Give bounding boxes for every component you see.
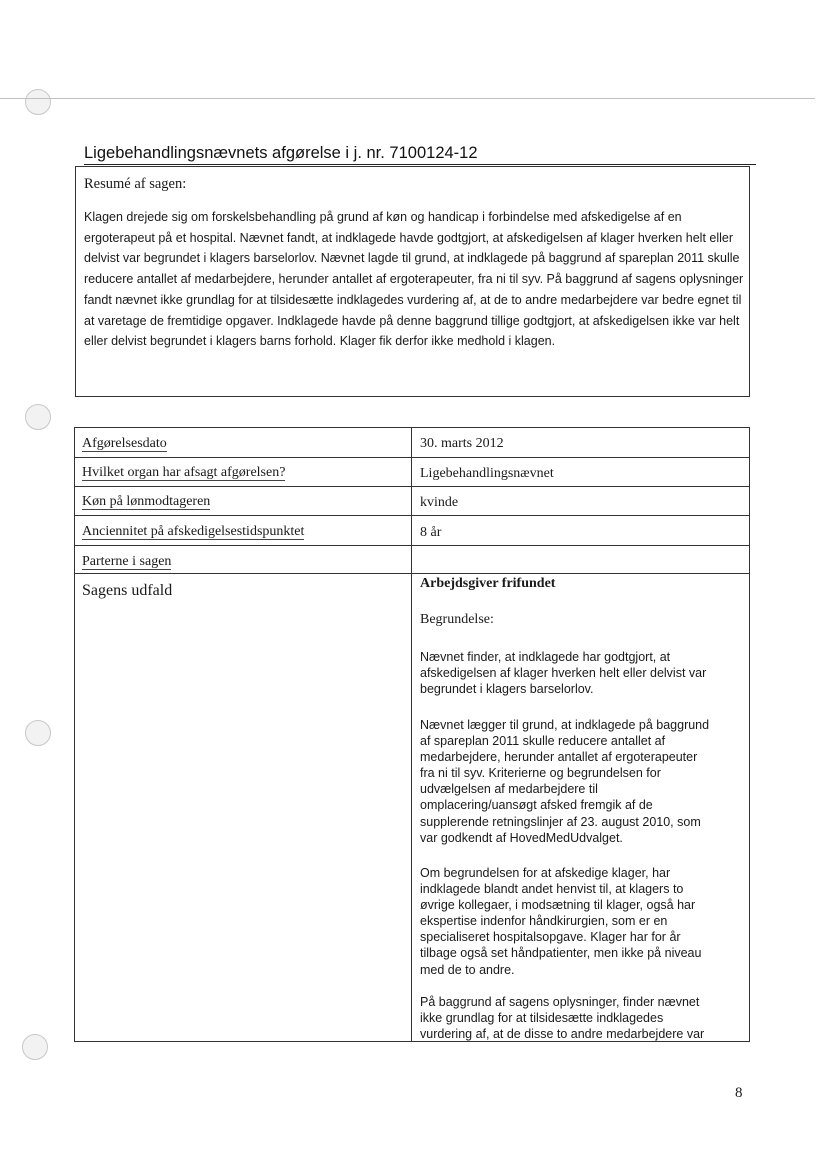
table-row xyxy=(75,458,749,487)
fact-label: Anciennitet på afskedigelsestidspunktet xyxy=(82,524,305,539)
fact-value: Ligebehandlingsnævnet xyxy=(420,466,554,481)
fact-label: Parterne i sagen xyxy=(82,554,172,569)
fact-value: 30. marts 2012 xyxy=(420,436,504,451)
outcome-label: Sagens udfald xyxy=(82,582,173,599)
table-row xyxy=(75,487,749,516)
reasoning-label: Begrundelse: xyxy=(420,612,494,627)
fact-label: Afgørelsesdato xyxy=(82,436,167,451)
fact-label: Hvilket organ har afsagt afgørelsen? xyxy=(82,465,286,480)
punch-hole-4 xyxy=(22,1034,48,1060)
table-row xyxy=(75,428,749,458)
resume-text: Klagen drejede sig om forskelsbehandling på grund af køn og handicap i forbindelse med afskedigelse af en ergoterapeut på et hospital. Nævnet fandt, at indklagede havde godtgjort, at afskedigelsen af klager hverken helt eller delvist var begrundet i klagers barselorlov. Nævnet lagde til grund, at indklagede på baggrund af spareplan 2011 skulle reducere antallet af medarbejdere, herunder antallet af ergoterapeuter, fra ni til syv. På baggrund af sagens oplysninger fandt nævnet ikke grundlag for at tilsidesætte indklagedes vurdering af, at de to andre medarbejdere var bedre egnet til at varetage de fremtidige opgaver. Indklagede havde på denne baggrund tillige godtgjort, at afskedigelsen ikke var helt eller delvist begrundet i klagers barns forhold. Klager fik derfor ikke medhold i klagen. xyxy=(84,210,744,349)
fact-label: Køn på lønmodtageren xyxy=(82,494,211,509)
punch-hole-3 xyxy=(25,720,51,746)
reasoning-paragraph: Om begrundelsen for at afskedige klager, har indklagede blandt andet henvist til, at klagers to øvrige kollegaer, i modsætning til klager, også har ekspertise indenfor håndkirurgien, som er en specialiseret hospitalsopgave. Klager har for år tilbage også set håndpatienter, men ikke på niveau med de to andre. xyxy=(420,866,702,977)
table-row xyxy=(75,546,749,574)
page-number: 8 xyxy=(735,1085,743,1101)
punch-hole-2 xyxy=(25,404,51,430)
reasoning-paragraph: Nævnet lægger til grund, at indklagede på baggrund af spareplan 2011 skulle reducere antallet af medarbejdere, herunder antallet af ergoterapeuter fra ni til syv. Kriterierne og begrundelsen for udvælgelsen af medarbejdere til omplacering/uansøgt afsked fremgik af de supplerende retningslinjer af 23. august 2010, som var godkendt af HovedMedUdvalget. xyxy=(420,718,710,845)
scan-top-rule xyxy=(0,98,815,99)
fact-value: kvinde xyxy=(420,495,459,510)
punch-hole-1 xyxy=(25,89,51,115)
resume-box xyxy=(75,166,750,397)
table-row xyxy=(75,516,749,546)
document-heading: Ligebehandlingsnævnets afgørelse i j. nr. 7100124-12 xyxy=(84,144,756,165)
case-facts-table xyxy=(74,427,750,1042)
reasoning-paragraph: På baggrund af sagens oplysninger, finder nævnet ikke grundlag for at tilsidesætte indklagedes vurdering af, at de disse to andre medarbejdere var xyxy=(420,995,705,1042)
resume-label: Resumé af sagen: xyxy=(84,176,187,192)
fact-value: 8 år xyxy=(420,525,442,540)
decision-title: Arbejdsgiver frifundet xyxy=(420,576,556,591)
reasoning-paragraph: Nævnet finder, at indklagede har godtgjort, at afskedigelsen af klager hverken helt eller delvist var begrundet i klagers barselorlov. xyxy=(420,650,707,697)
